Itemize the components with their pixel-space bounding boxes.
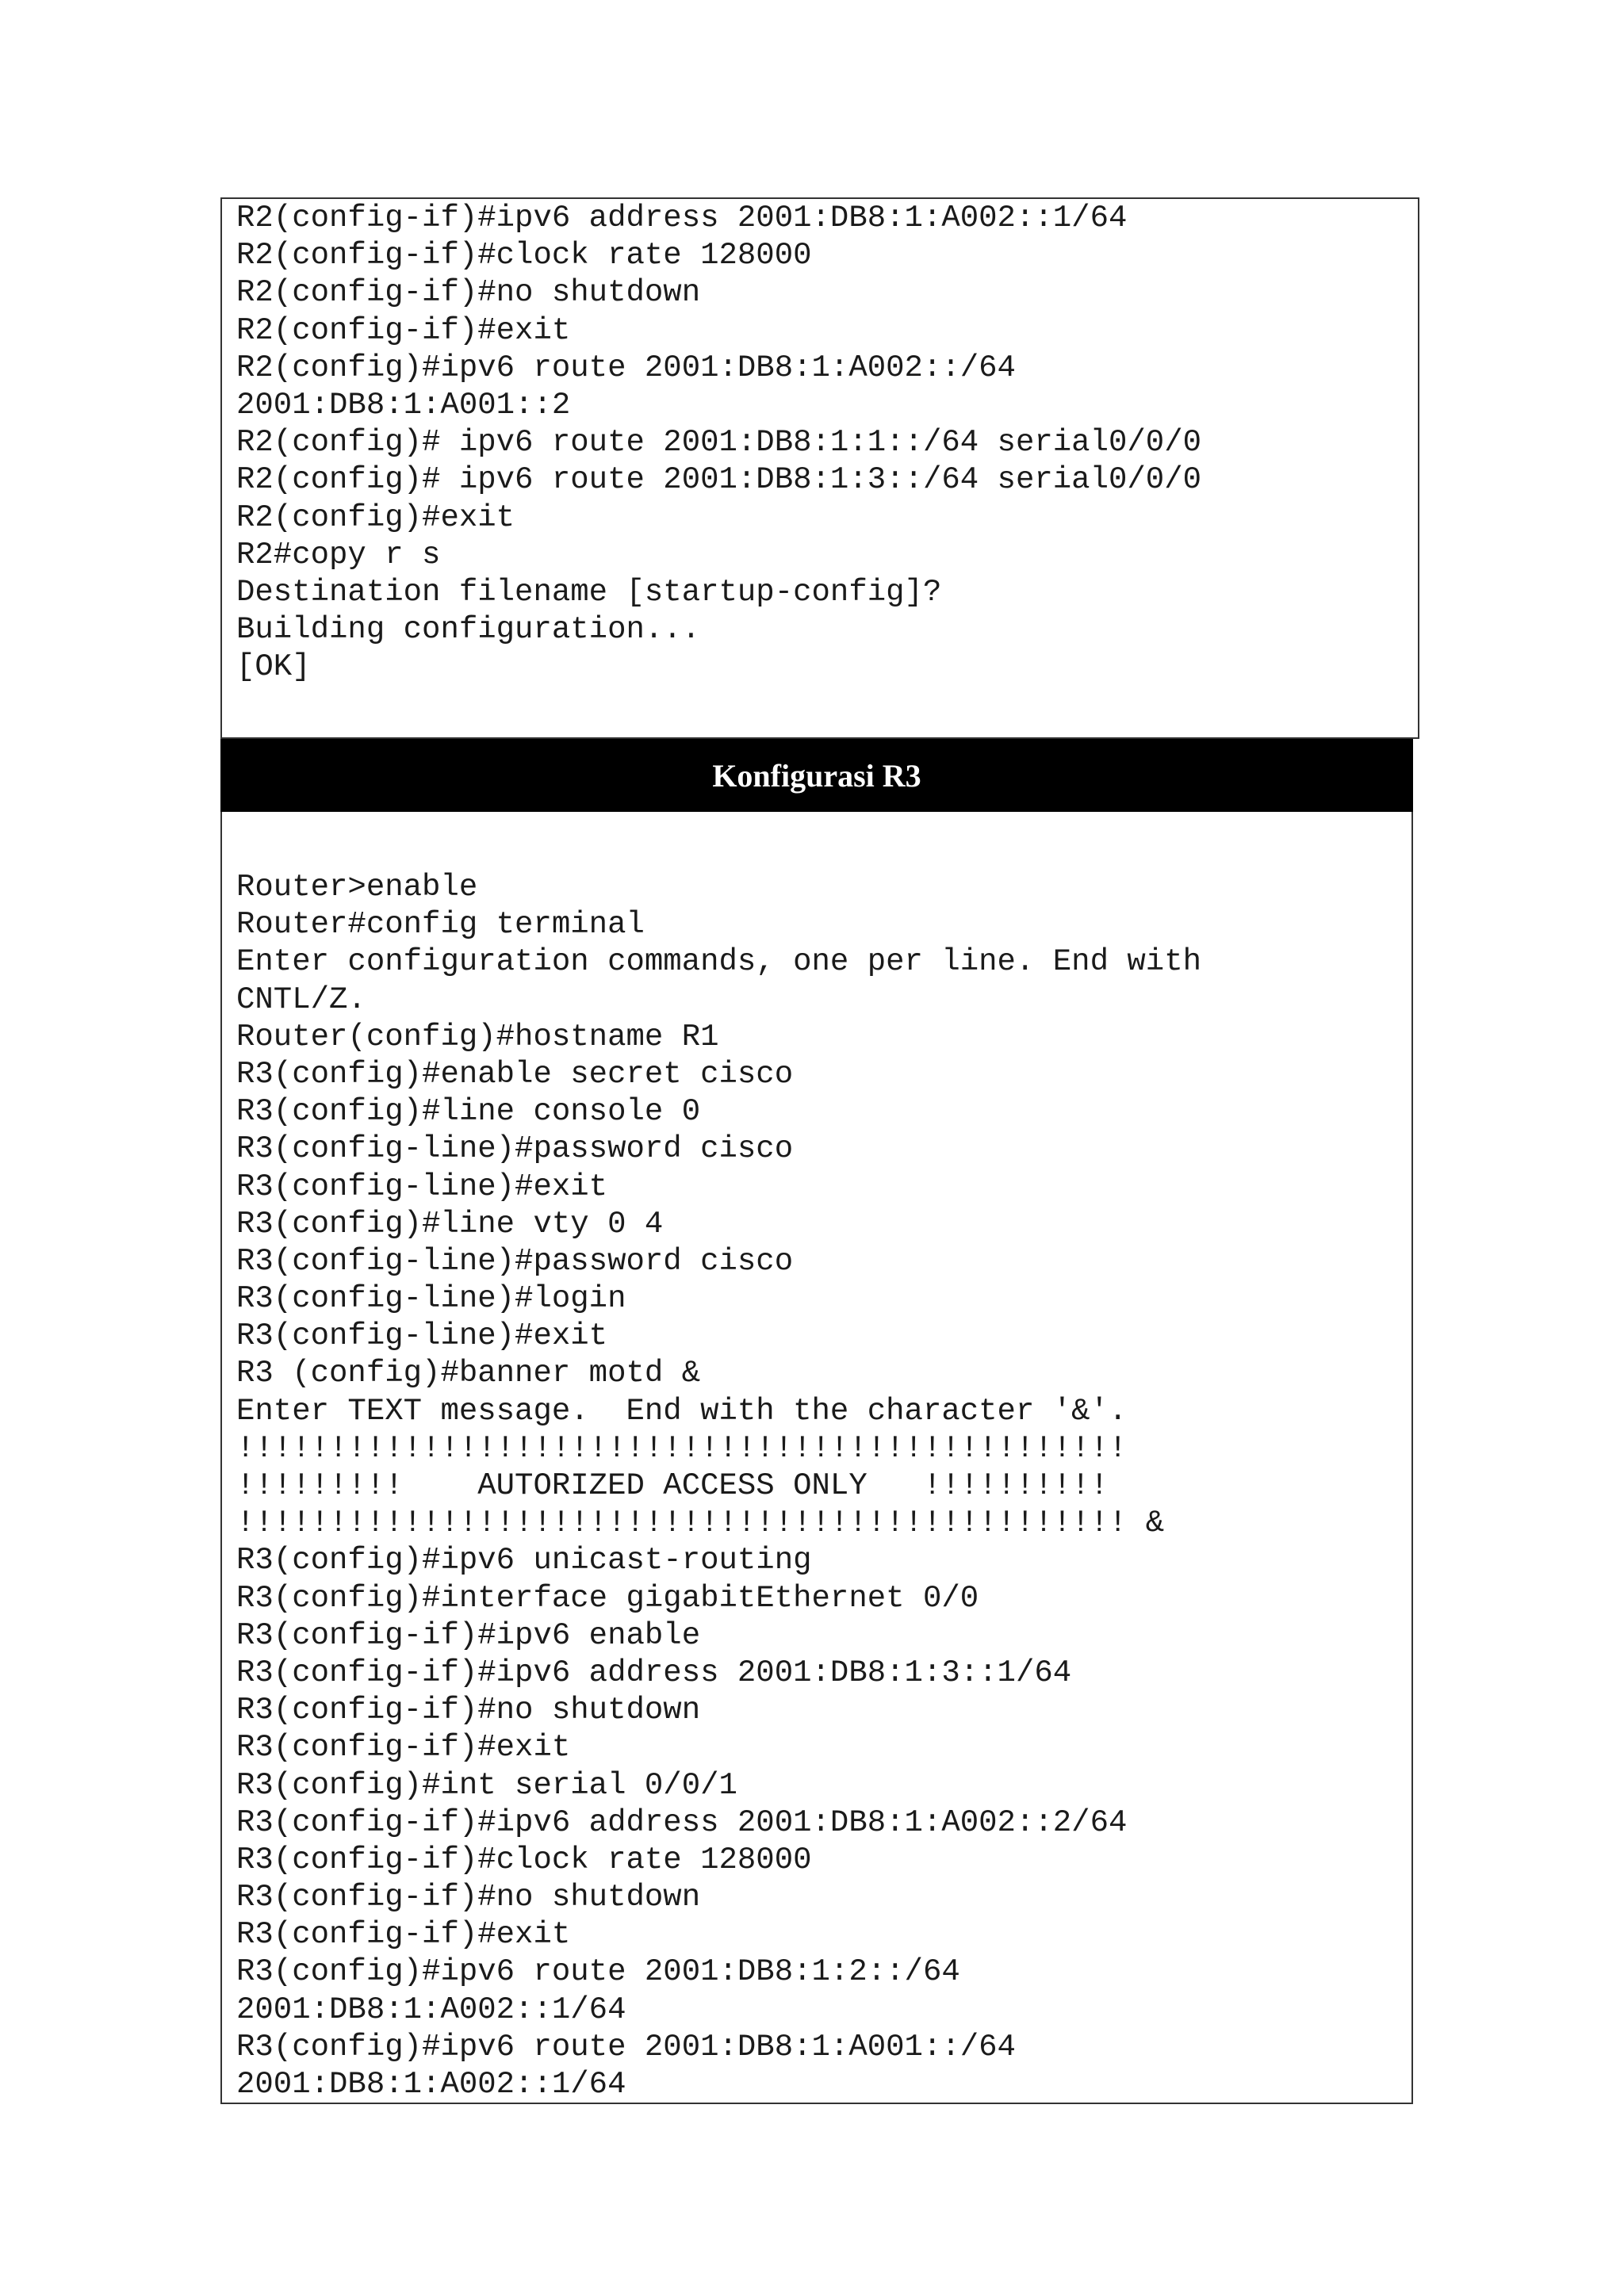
code-line: !!!!!!!!!!!!!!!!!!!!!!!!!!!!!!!!!!!!!!!!!!!!!!!! & xyxy=(236,1506,1165,1541)
code-line: R3(config)#ipv6 unicast-routing xyxy=(236,1543,812,1578)
code-line: 2001:DB8:1:A002::1/64 xyxy=(236,1992,626,2027)
code-line: [OK] xyxy=(236,649,311,685)
code-line: R3(config-if)#exit xyxy=(236,1730,571,1766)
code-line: !!!!!!!!! AUTORIZED ACCESS ONLY !!!!!!!!!! xyxy=(236,1468,1109,1503)
code-line: R3(config)#interface gigabitEthernet 0/0 xyxy=(236,1580,979,1616)
code-line: R3(config-if)#no shutdown xyxy=(236,1693,701,1728)
code-line: R2(config)# ipv6 route 2001:DB8:1:3::/64 serial0/0/0 xyxy=(236,462,1201,498)
code-line: Destination filename [startup-config]? xyxy=(236,574,942,610)
code-line: !!!!!!!!!!!!!!!!!!!!!!!!!!!!!!!!!!!!!!!!!!!!!!!! xyxy=(236,1430,1128,1466)
section-title: Konfigurasi R3 xyxy=(712,757,921,794)
code-line: R3(config-if)#ipv6 enable xyxy=(236,1617,701,1653)
code-line: R2(config-if)#ipv6 address 2001:DB8:1:A002::1/64 xyxy=(236,201,1128,235)
code-line: R3(config-line)#exit xyxy=(236,1169,608,1204)
r3-config-code xyxy=(236,869,1201,2103)
code-line: R3(config-if)#clock rate 128000 xyxy=(236,1842,812,1877)
code-line: R2(config-if)#no shutdown xyxy=(236,275,701,311)
code-line: R2(config)# ipv6 route 2001:DB8:1:1::/64 serial0/0/0 xyxy=(236,425,1201,461)
code-line: R2#copy r s xyxy=(236,537,441,572)
code-line: R3(config-line)#login xyxy=(236,1281,626,1317)
r2-config-code xyxy=(236,200,1201,686)
code-line: R2(config-if)#exit xyxy=(236,312,571,348)
code-line: R3(config)#ipv6 route 2001:DB8:1:2::/64 xyxy=(236,1954,960,1990)
section-header-r3 xyxy=(220,739,1413,812)
code-line: Router>enable xyxy=(236,870,478,905)
code-line: R3(config)#ipv6 route 2001:DB8:1:A001::/64 xyxy=(236,2029,1016,2064)
code-line: R3(config-if)#no shutdown xyxy=(236,1880,701,1915)
code-line: CNTL/Z. xyxy=(236,982,366,1017)
code-line: Router(config)#hostname R1 xyxy=(236,1019,719,1054)
code-line: 2001:DB8:1:A002::1/64 xyxy=(236,2067,626,2102)
code-line: R3(config)#line console 0 xyxy=(236,1094,701,1130)
code-line: R3(config-line)#password cisco xyxy=(236,1243,794,1279)
code-line: R3(config-line)#exit xyxy=(236,1318,608,1354)
code-line: Enter configuration commands, one per line. End with xyxy=(236,944,1201,980)
code-line: R2(config)#ipv6 route 2001:DB8:1:A002::/64 xyxy=(236,350,1016,385)
code-line: R3(config-if)#ipv6 address 2001:DB8:1:A002::2/64 xyxy=(236,1804,1128,1840)
code-line: Router#config terminal xyxy=(236,907,645,943)
code-line: Building configuration... xyxy=(236,612,701,648)
code-line: R3(config-if)#exit xyxy=(236,1917,571,1953)
code-line: R3(config)#line vty 0 4 xyxy=(236,1206,664,1242)
code-line: R2(config)#exit xyxy=(236,499,515,535)
code-line: Enter TEXT message. End with the character '&'. xyxy=(236,1393,1128,1429)
code-line: R3(config)#enable secret cisco xyxy=(236,1056,794,1092)
code-line: R2(config-if)#clock rate 128000 xyxy=(236,238,812,274)
code-line: R3(config-line)#password cisco xyxy=(236,1131,794,1167)
code-line: R3(config)#int serial 0/0/1 xyxy=(236,1767,737,1803)
code-line: R3(config-if)#ipv6 address 2001:DB8:1:3::1/64 xyxy=(236,1655,1072,1690)
code-line: 2001:DB8:1:A001::2 xyxy=(236,387,571,423)
code-line: R3 (config)#banner motd & xyxy=(236,1356,701,1391)
